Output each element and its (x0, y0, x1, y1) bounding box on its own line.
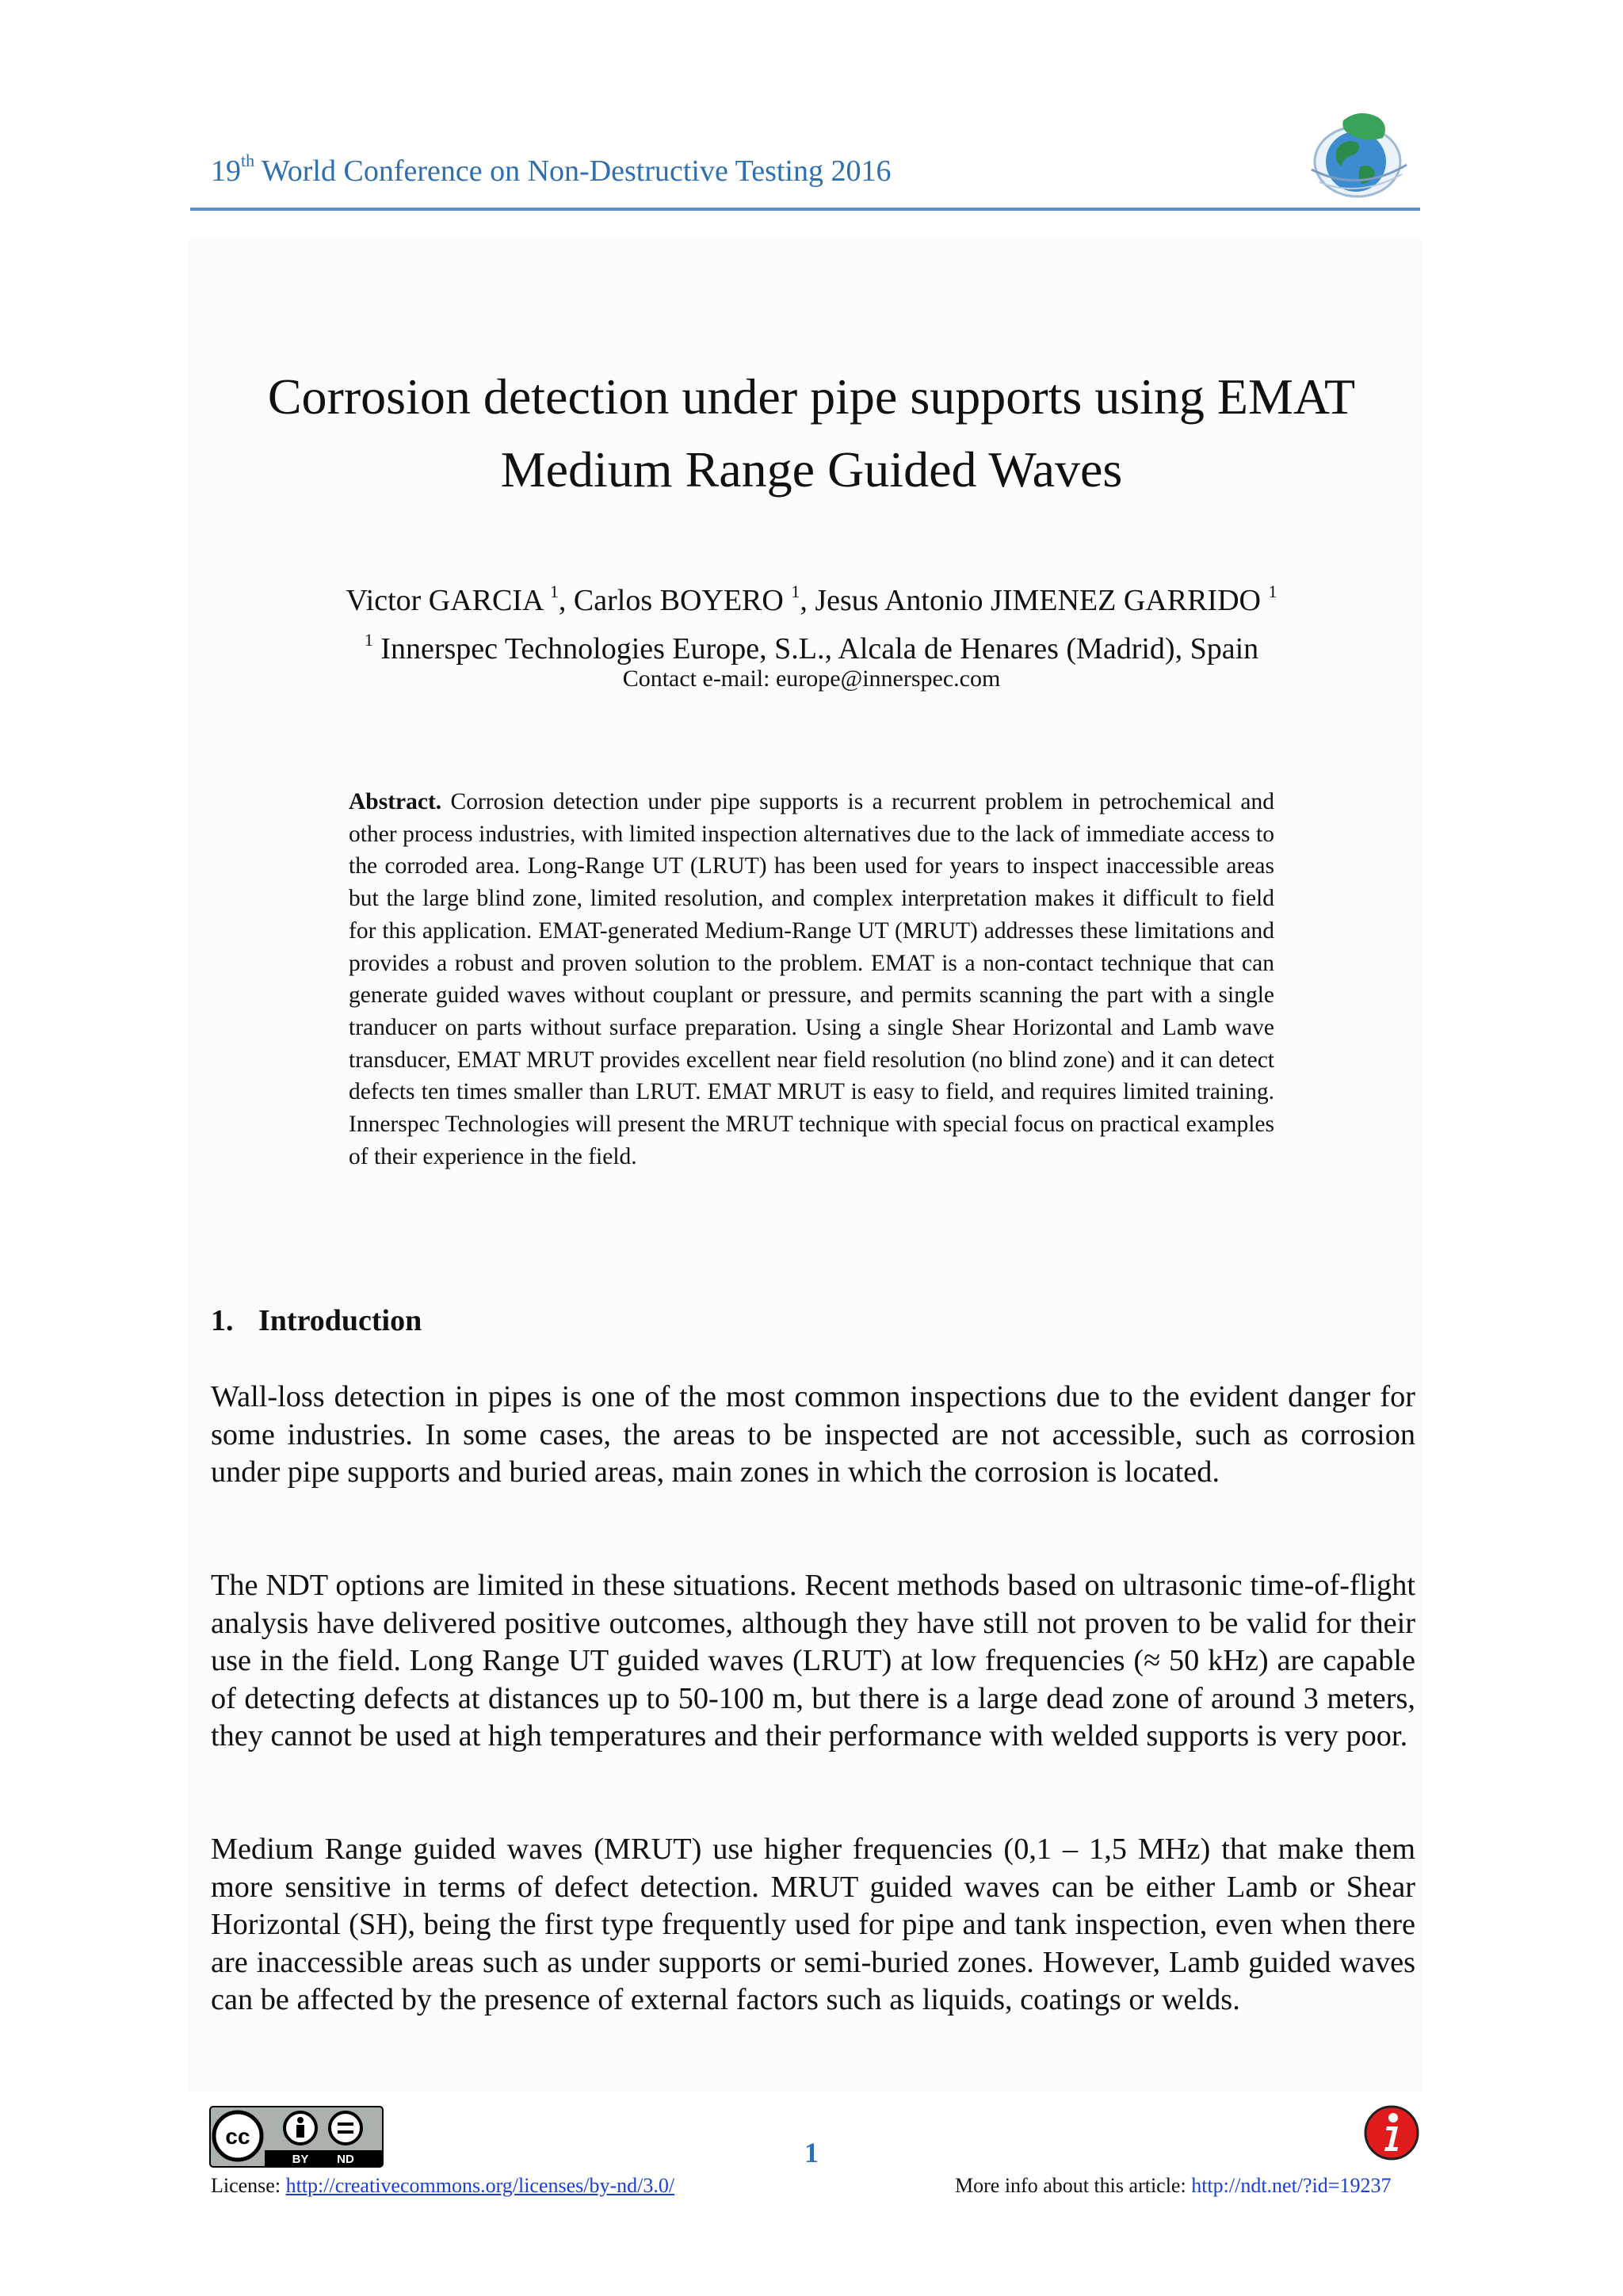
section-title: Introduction (258, 1304, 422, 1337)
cc-label: cc (225, 2124, 250, 2149)
conference-title (211, 151, 892, 189)
cc-license-badge[interactable] (209, 2106, 384, 2168)
author-affiliation-mark: 1 (549, 582, 559, 601)
page-number: 1 (804, 2137, 819, 2168)
contact-email: Contact e-mail: europe@innerspec.com (622, 666, 1001, 692)
abstract (349, 786, 1274, 1173)
paragraph: Wall-loss detection in pipes is one of the most common inspections due to the evident danger for some industries. In some cases, the areas to be inspected are not accessible, such as corrosion under pipe supports and buried areas, main zones in which the corrosion is located. (211, 1380, 1415, 1489)
header-rule (190, 208, 1420, 211)
conference-name: World Conference on Non-Destructive Testing 2016 (254, 154, 892, 188)
author-separator: , (558, 584, 574, 617)
abstract-text: Corrosion detection under pipe supports is a recurrent problem in petrochemical and other process industries, with limited inspection alternatives due to the lack of immediate access to the corroded area. Long-Range UT (LRUT) has been used for years to inspect inaccessible areas but the large blind zone, limited resolution, and complex interpretation makes it difficult to field for this application. EMAT-generated Medium-Range UT (MRUT) addresses these limitations and provides a robust and proven solution to the problem. EMAT is a non-contact technique that can generate guided waves without couplant or pressure, and permits scanning the part with a single tranducer on parts without surface preparation. Using a single Shear Horizontal and Lamb wave transducer, EMAT MRUT provides excellent near field resolution (no blind zone) and it can detect defects ten times smaller than LRUT. EMAT MRUT is easy to field, and requires limited training. Innerspec Technologies will present the MRUT technique with special focus on practical examples of their experience in the field. (349, 789, 1274, 1169)
author-list (190, 572, 1433, 620)
paper-title-line-2: Medium Range Guided Waves (500, 441, 1123, 498)
section-number: 1. (211, 1304, 234, 1337)
author-affiliation-mark: 1 (1268, 582, 1277, 601)
affiliation (190, 620, 1433, 669)
more-info-line (955, 2174, 1391, 2198)
section-heading (211, 1303, 422, 1338)
license-link[interactable]: http://creativecommons.org/licenses/by-nd/3.0/ (285, 2174, 675, 2197)
conference-number: 19 (211, 154, 241, 188)
affiliation-text: Innerspec Technologies Europe, S.L., Alcala de Henares (Madrid), Spain (372, 632, 1259, 666)
conference-suffix: th (241, 151, 255, 170)
paragraph: Medium Range guided waves (MRUT) use higher frequencies (0,1 – 1,5 MHz) that make them more sensitive in terms of defect detection. MRUT guided waves can be either Lamb or Shear Horizontal (SH), being the first type frequently used for pipe and tank inspection, even when there are inaccessible areas such as under supports or semi-buried zones. However, Lamb guided waves can be affected by the presence of external factors such as liquids, coatings or welds. (211, 1833, 1415, 2016)
page-header (190, 95, 1420, 214)
globe-logo-icon (1296, 103, 1415, 204)
author-name: Jesus Antonio JIMENEZ GARRIDO (815, 584, 1269, 617)
author-block (190, 572, 1433, 669)
cc-nd-label: ND (337, 2153, 354, 2166)
cc-by-label: BY (292, 2153, 309, 2166)
author-affiliation-mark: 1 (791, 582, 800, 601)
license-line (211, 2174, 674, 2198)
author-name: Victor GARCIA (346, 584, 550, 617)
abstract-label: Abstract. (349, 789, 442, 814)
affiliation-mark: 1 (364, 630, 373, 650)
more-info-label: More info about this article: (955, 2174, 1192, 2197)
author-name: Carlos BOYERO (573, 584, 792, 617)
more-info-link[interactable]: http://ndt.net/?id=19237 (1191, 2174, 1392, 2197)
paragraph: The NDT options are limited in these situations. Recent methods based on ultrasonic time-of-flight analysis have delivered positive outcomes, although they have still not proven to be valid for their use in the field. Long Range UT guided waves (LRUT) at low frequencies (≈ 50 kHz) are capable of detecting defects at distances up to 50-100 m, but there is a large dead zone of around 3 meters, they cannot be used at high temperatures and their performance with welded supports is very poor. (211, 1569, 1415, 1753)
nd-icon (330, 2112, 361, 2144)
paper-title (190, 360, 1433, 506)
license-label: License: (211, 2174, 286, 2197)
author-separator: , (800, 584, 815, 617)
paper-title-line-1: Corrosion detection under pipe supports using EMAT (267, 368, 1356, 425)
info-icon[interactable] (1363, 2104, 1420, 2161)
